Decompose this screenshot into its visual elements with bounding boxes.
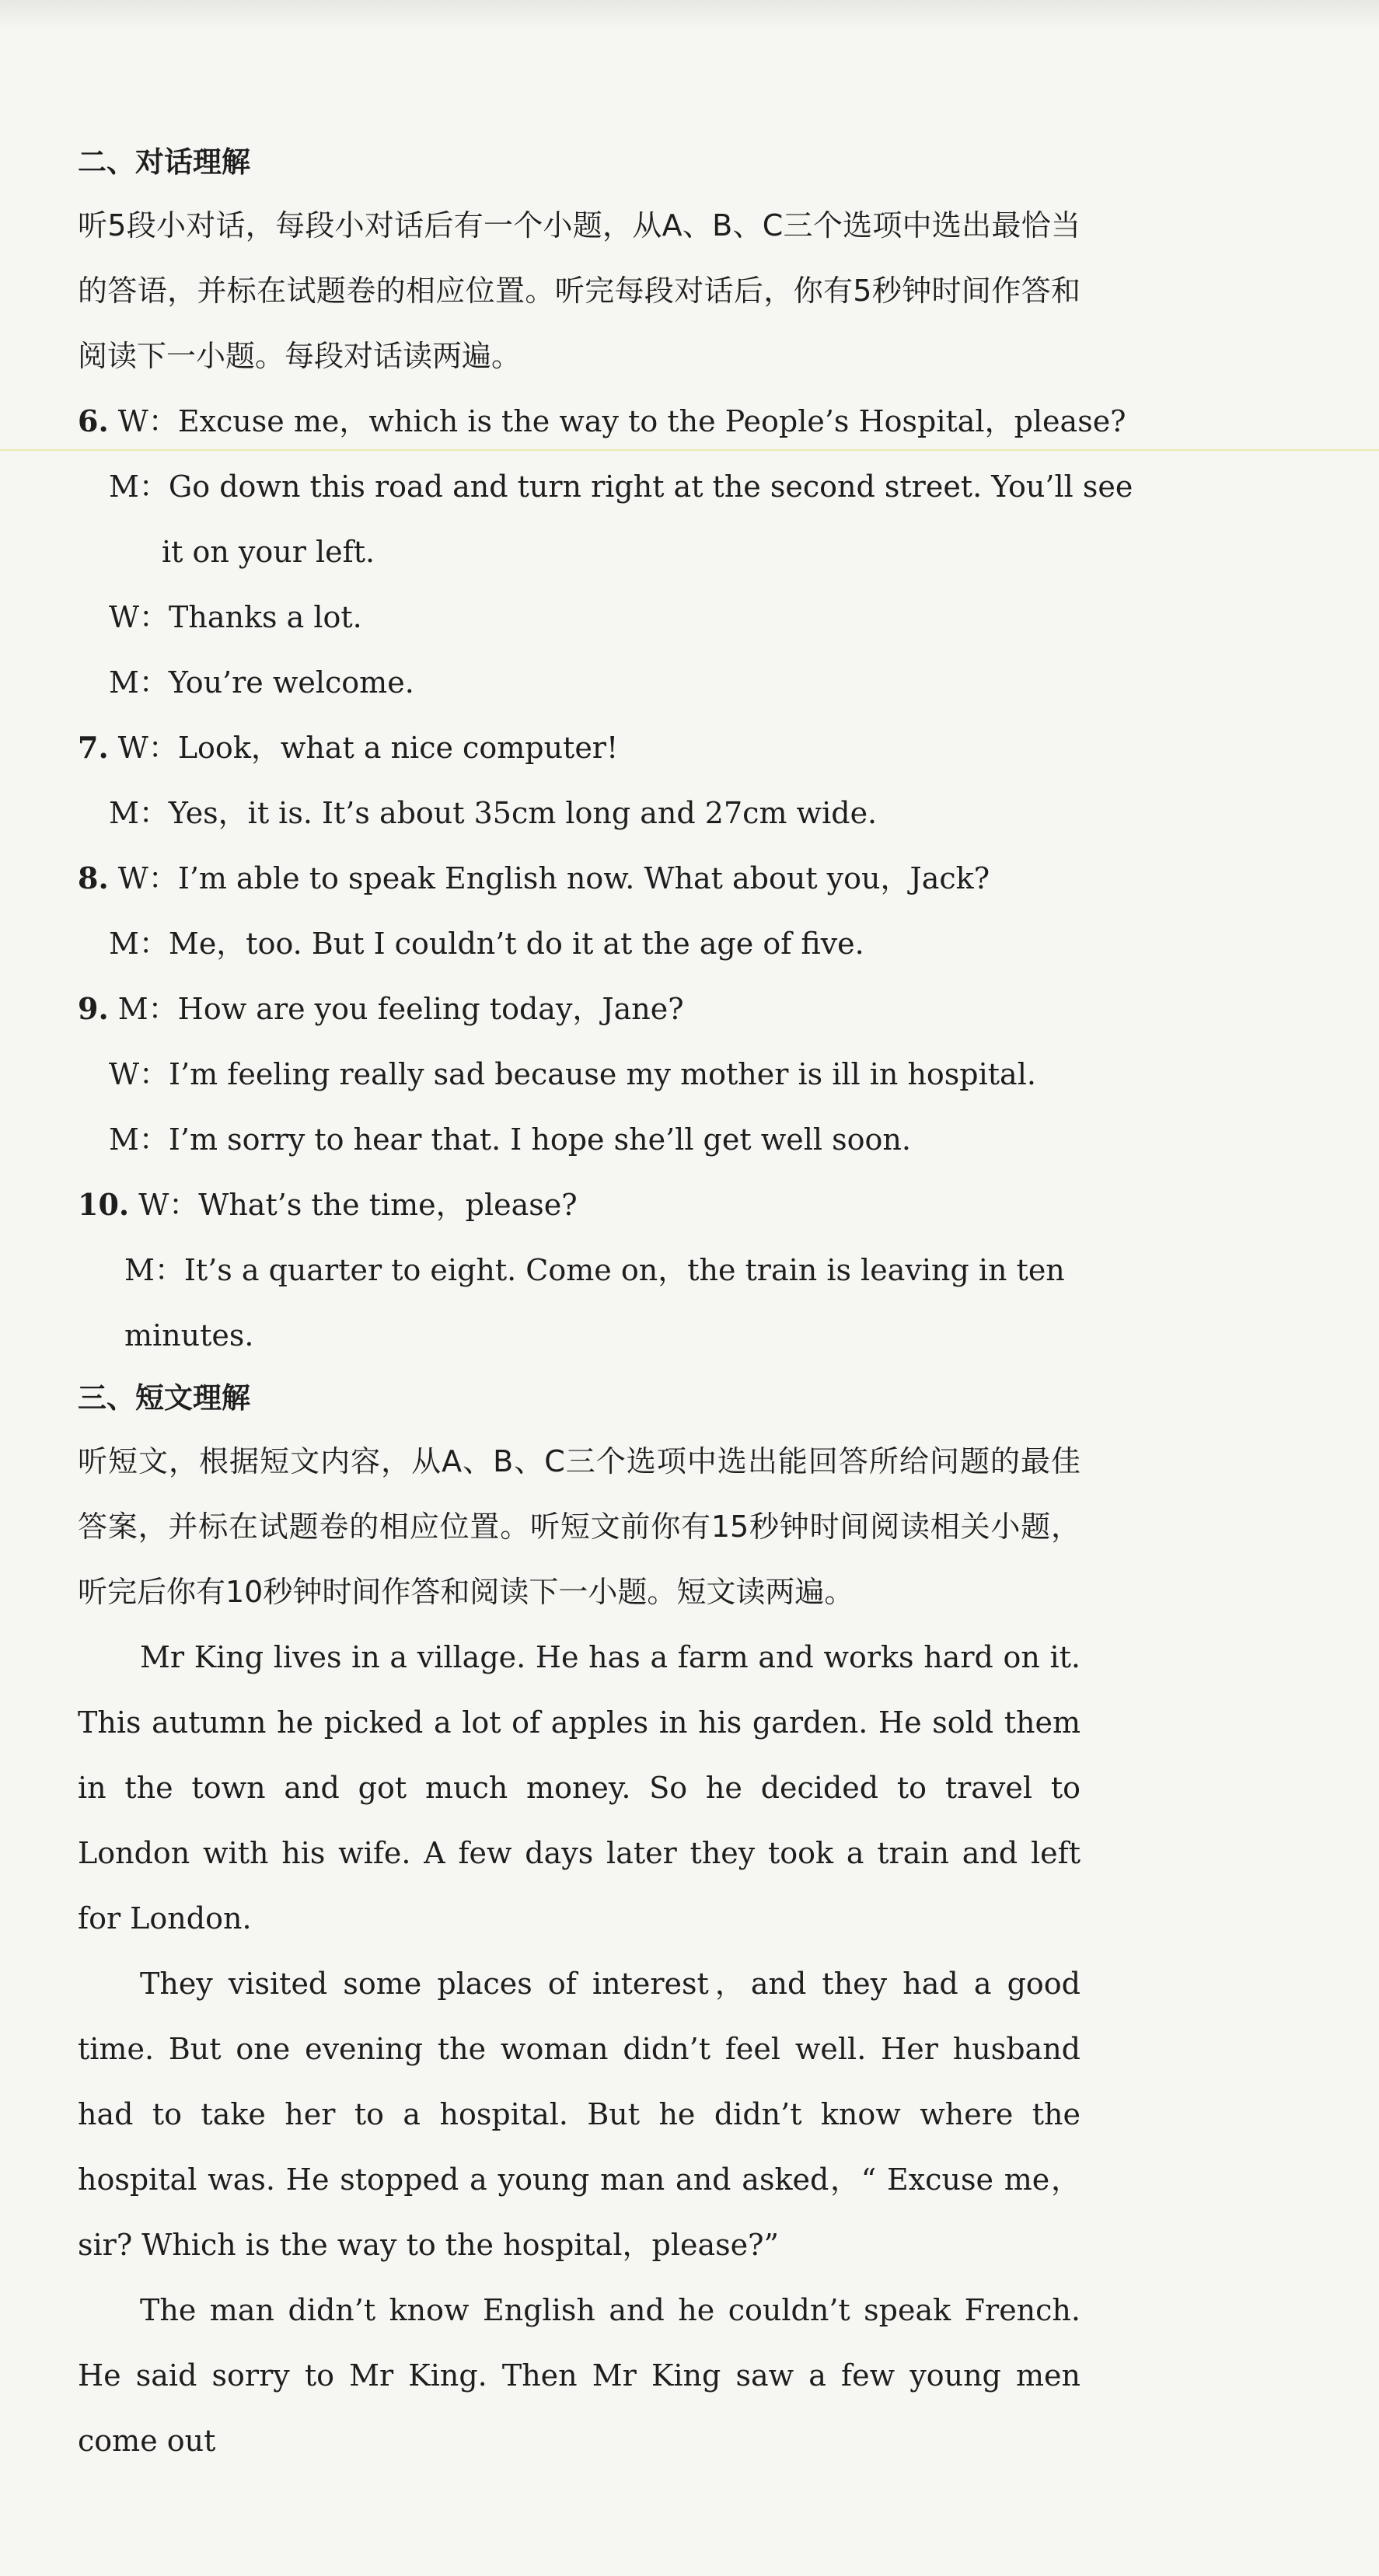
dialogue-line: W：I’m able to speak English now. What about you，Jack?	[117, 861, 990, 895]
dialogue-line: W：What’s the time，please?	[138, 1188, 578, 1222]
dialogue-number: 9.	[78, 991, 109, 1026]
dialogue-line: W：Thanks a lot.	[109, 600, 362, 634]
dialogue-line: M：It’s a quarter to eight. Come on，the train is leaving in ten minutes.	[124, 1253, 1065, 1353]
dialogue-7	[78, 715, 1081, 846]
section-3-title: 三、短文理解	[78, 1381, 250, 1415]
dialogue-number: 7.	[78, 730, 109, 765]
dialogue-6	[78, 389, 1133, 715]
dialogue-line: M：You’re welcome.	[109, 665, 414, 700]
section-2-title: 二、对话理解	[78, 145, 250, 179]
dialogue-number: 6.	[78, 403, 109, 438]
page-content	[78, 132, 1133, 2473]
dialogue-line: M：Go down this road and turn right at the second street. You’ll see	[109, 469, 1133, 504]
dialogue-line: W：Look，what a nice computer!	[117, 731, 619, 765]
dialogue-line: W：I’m feeling really sad because my mother is ill in hospital.	[109, 1057, 1036, 1091]
passage-paragraph: Mr King lives in a village. He has a farm and works hard on it. This autumn he picked a lot of apples in his garden. He sold them in the town and got much money. So he decided to travel to London with his wife. A few days later they took a train and left for London.	[78, 1640, 1081, 1935]
dialogue-number: 10.	[78, 1187, 130, 1222]
dialogue-number: 8.	[78, 860, 109, 895]
section-3-instructions: 听短文，根据短文内容，从A、B、C三个选项中选出能回答所给问题的最佳答案，并标在试题卷的相应位置。听短文前你有15秒钟时间阅读相关小题，听完后你有10秒钟时间作答和阅读下一小题。短文读两遍。	[78, 1444, 1081, 1609]
dialogue-line: W：Excuse me，which is the way to the People’s Hospital，please?	[117, 404, 1126, 438]
dialogue-line: M：How are you feeling today，Jane?	[117, 992, 684, 1026]
dialogue-line: it on your left.	[162, 535, 375, 569]
dialogue-line: M：Yes，it is. It’s about 35cm long and 27cm wide.	[109, 796, 878, 830]
page-top-shadow	[0, 0, 1379, 31]
passage-paragraph: They visited some places of interest，and they had a good time. But one evening the woman didn’t feel well. Her husband had to take her to a hospital. But he didn’t know where the hospital was. He stopped a young man and asked，“ Excuse me，sir? Which is the way to the hospital，please?”	[78, 1967, 1081, 2262]
dialogue-line: M：I’m sorry to hear that. I hope she’ll get well soon.	[109, 1122, 911, 1157]
passage-paragraph: The man didn’t know English and he couldn’t speak French. He said sorry to Mr King. Then Mr King saw a few young men come out	[78, 2293, 1081, 2458]
dialogue-9	[78, 976, 1081, 1172]
dialogue-10	[78, 1172, 1081, 1368]
section-2-instructions: 听5段小对话，每段小对话后有一个小题，从A、B、C三个选项中选出最恰当的答语，并标在试题卷的相应位置。听完每段对话后，你有5秒钟时间作答和阅读下一小题。每段对话读两遍。	[78, 208, 1081, 373]
dialogue-line: M：Me，too. But I couldn’t do it at the age of five.	[109, 927, 864, 961]
dialogue-8	[78, 846, 1081, 976]
